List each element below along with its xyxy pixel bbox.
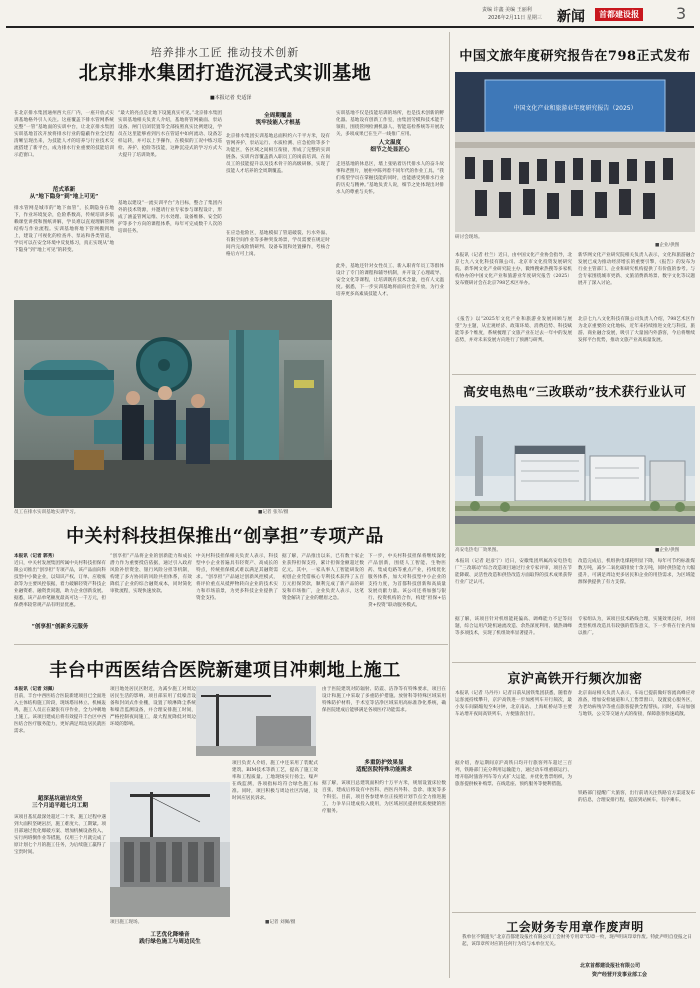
divider-right-column [449, 518, 450, 978]
article5-col4: 据了解，产品推出以来，已有数十家企业获得担保支持，累计担保金额超过数亿元。其中，一家从事人工智能研发的初创企业凭借核心专利技术获得了五百万元担保贷款，顺利完成了新产品的研发和市场推广，企业负责人表示，这笔资金解决了企业的燃眉之急。 [282, 554, 364, 601]
article2-col1-para2: 《报告》以“2025年文化产业和旅游业发展回顾与展望”为主题，从宏观经济、政策环境、消费趋势、科技赋能等多个维度，系统梳理了文旅产业在过去一年中的发展态势，并对未来发展方向进行了预测与研判。 [455, 317, 572, 343]
article6-col2: 项目地处居民区附近，为减少施工对周边居民生活的影响，项目部采用了低噪音设备和封闭式作业棚，设置了喷淋降尘系统和噪音监测设备，并合理安排施工时间，严格控制夜间施工，最大程度降低对周边环境的影响。 [110, 687, 196, 727]
article6-photo-caption: 项目施工现场。 [110, 920, 143, 925]
article3-col2-para1: 改造完成后，机组供电煤耗明显下降，每年可节约标准煤数万吨，减少二氧化碳排放十余万吨，同时供热能力大幅提升，可满足周边更多居民和企业的用热需求，为区域能源保供提供了有力支撑。 [578, 559, 695, 585]
article2-photo-credit: ■企业/供图 [655, 243, 680, 248]
article1-col1-para2: 排水管网是城市的“地下血管”，长期隐身在地下，作业环境复杂，危险系数高，传统培训多依赖课堂讲授和图纸讲解，学员难以直观理解管网结构与作业流程。实训基地将地下管网搬到地上，建设了可视化的检查井、泵站和各类管道，学员可以在安全环境中反复练习，真正实现从“地下隐身”到“地上可见”的转变。 [14, 206, 114, 253]
article2-photo [455, 72, 695, 232]
article1-col2-para1: “最大的亮点是让地下设施真实可见。”北京排水集团实训基地相关负责人介绍，基地将管网截面、泵站设备、闸门启闭装置等全部按照真实比例建设，学员在这里能够看到污水在管道中如何流动、设备怎样运转，并可以上手操作，在模拟的工况中练习巡检、养护、抢险等技能，这种沉浸式的学习方式大大提升了培训效果。 [118, 111, 222, 158]
article2-col2-para1: 新华网文化产业研究院相关负责人表示，文化和旅游融合发展已成为推动经济增长的重要引擎，《报告》的发布为行业主管部门、企业和研究机构提供了有价值的参考。与会专家围绕城市更新、文旅消费新场景、数字文化等议题展开了深入讨论。 [578, 253, 695, 286]
article6-subhead-1: 超深基坑破岩攻坚 三个月追平超七月工期 [32, 796, 88, 809]
article5-col3: 中关村科技担保相关负责人表示，科技型中小企业普遍具有轻资产、高成长的特点，传统担保模式难以满足其融资需求。“创享担”产品通过创新风控模式，将评价重点从抵押物转向企业的技术实力和市场前景，为更多科技企业提供了资金支持。 [196, 554, 278, 601]
article1-kicker: 培养排水工匠 推动技术创新 [150, 46, 300, 59]
article5-byline: 本报讯（记者 郭秀） [14, 554, 57, 559]
masthead-editors: 责编 许鑫 美编 王丽利 [482, 7, 532, 13]
article2-col2-para2: 北京七九八文化科技有限公司负责人介绍，798艺术区作为北京重要的文化地标，近年来持续推进文化与科技、旅游、商业融合发展，吸引了大量国内外游客，今后将继续发挥平台优势，推动文旅产业高质量发展。 [578, 317, 695, 343]
masthead-rule [6, 26, 694, 28]
article5-col2: “创享担”产品将企业的创新能力和成长潜力作为重要授信依据，通过引入政府风险补偿资金、银行风险分担等机制，构建了多方协同的风险共担体系，有效降低了企业的综合融资成本，同时简化审批流程，实现快速放款。 [110, 554, 192, 594]
article5-col1: 近日，中关村发展集团所属中关村科技担保有限公司推出“创享担”专项产品，该产品面向科技型中小微企业，以知识产权、订单、应收账款等为主要风控依据，着力破解轻资产科技企业融资难、融资贵问题，助力企业创新发展。据悉，该产品单笔额度最高可达一千万元，担保费率较常规产品有明显优惠。 [14, 561, 106, 608]
article1-col2-para2: 基地以建设“一流实训平台”为目标，整合了集团内外的技术资源，并邀请行业专家参与课程设计，形成了涵盖管网运维、污水处理、设备维修、安全防护等多个方向的课程体系，每年可完成数千人次的培训任务。 [118, 201, 222, 234]
article2-headline: 中国文旅年度研究报告在798正式发布 [459, 49, 691, 64]
article6-subhead-2: 工艺优化降噪音 践行绿色施工与周边民生 [139, 932, 201, 945]
article3-photo-caption: 高安电热电厂效果图。 [455, 548, 501, 553]
article1-photo [14, 300, 332, 508]
article6-photo [110, 782, 230, 917]
paper-name-badge: 首都建设报 [595, 8, 643, 21]
article6-byline: 本报讯（记者 刘佩） [14, 687, 57, 692]
article1-col3-para1: 北京排水集团实训基地总面积约六千平方米，设有管网养护、泵站运行、水质检测、应急抢险等多个功能区，各区域之间相互衔接，形成了完整的实训链条。实训内容覆盖新入职员工的岗前培训、在岗员工的技能提升以及技术骨干的高级研修，实现了技能人才培养的全周期覆盖。 [226, 134, 330, 174]
article4-col2-para1: 北京南站相关负责人表示，车站已提前做好客流高峰应对准备，增加安检通道和人工售票窗口，设置爱心服务区，为老幼病残孕等重点旅客提供全程帮扶。同时，车站加强与地铁、公交等交通方式的衔接，保障旅客快速疏散。 [578, 691, 695, 717]
article6-col3: 项目负责人介绍，施工中还采用了装配式建筑、BIM技术等新工艺，提高了施工效率和工程质量。工地现场实行扬尘、噪声在线监测，各项指标均符合绿色施工标准。同时，项目积极与周边社区沟通，及时回应居民诉求。 [232, 761, 318, 801]
article6-col1-para2: 该项目基坑最深处超过二十米，施工过程中遇到大面积坚硬岩层，施工难度大、工期紧。项目部通过优化爆破方案、增加机械设备投入、实行两班倒作业等措施，仅用三个月就完成了原计划七个月的施工任务，为后续施工赢得了宝贵时间。 [14, 815, 106, 855]
article1-byline: ■本报记者 史适泽 [210, 95, 252, 101]
page-number: 3 [676, 4, 687, 23]
section-title: 新闻 [557, 9, 585, 25]
article3-headline: 高安电热电“三改联动”技术获行业认可 [463, 384, 687, 399]
notice-title: 工会财务专用章作废声明 [506, 920, 644, 934]
article6-col5: 据了解，该项目总建筑面积约十万平方米，规划设置床位数百张，建成后将设有中医科、西医内外科、急诊、康复等多个科室。目前，项目各参建单位正按照计划节点全力推进施工，力争早日建成投入使用，为区域居民提供优质便捷的医疗服务。 [322, 781, 446, 814]
article6-photo-credit: ■记者 刘佩/摄 [265, 920, 296, 925]
article1-photo-credit: ■记者 张军/摄 [258, 510, 289, 515]
article5-headline: 中关村科技担保推出“创享担”专项产品 [66, 526, 384, 547]
article6-col4: 由于医院建筑对防辐射、防震、洁净等有特殊要求，项目在设计和施工中采取了多重防护措施。放射科等特殊区域采用特殊防护材料，手术室等洁净区域采用高标准净化系统，确保医院建成后能够满足各项医疗功能需求。 [322, 687, 446, 713]
divider-article5 [14, 644, 448, 645]
article6-photo-2 [196, 686, 316, 756]
article1-col3-para2: 在应急抢险区，基地模拟了管道破裂、污水外溢、有限空间作业等多种突发场景，学员需要在规定时间内完成险情研判、设备布置和处置操作，考核合格后方可上岗。 [226, 231, 330, 257]
article1-col4-para2: 走进基地的休息区，墙上张贴着历代排水人的奋斗故事和老照片，展柜中陈列着不同年代的作业工具。“我们希望学员在掌握技能的同时，也能感受到排水行业的历史与精神。”基地负责人说，细节之处体现出对排水人的尊重与关怀。 [336, 162, 444, 195]
article3-col2-para2: 专家组认为，该项目技术路线合理，实施效果良好，对同类型机组改造具有较强的借鉴意义，下一步将在行业内加以推广。 [578, 617, 695, 636]
screen-title: 中国文化产业和旅游业年度研究报告（2025） [513, 105, 637, 112]
article2-photo-caption: 研讨会现场。 [455, 235, 483, 240]
article1-subhead-3: 人文温度 细节之处显匠心 [370, 140, 410, 153]
article6-headline: 丰台中西医结合医院新建项目冲刺地上施工 [49, 660, 401, 681]
notice-body: 我单位不慎遗失“北京首都建设报社有限公司工会财务专用章”印章一枚，现声明该印章作废。特此声明自登报之日起，该印章所对应的任何行为均与本单位无关。 [462, 935, 692, 947]
article4-col1-para1: 本报讯（记者 马丹丹）记者日前从国铁集团获悉，随着春运客流持续攀升，京沪高铁进一步加密列车开行频次，最小发车间隔缩短至4分钟，北京南站、上海虹桥站等主要车站增开夜间高铁列车，方便旅客出行。 [455, 691, 572, 717]
article6-col1-para1: 目前，丰台中西医结合医院新建项目已全面进入主体结构施工阶段，现场塔吊林立、机械轰鸣，施工人员正在紧张有序作业，全力冲刺地上施工。该项目建成后将有效提升丰台区中西医结合医疗服务能力，更好满足周边居民就医需求。 [14, 694, 106, 734]
article1-subhead-2: 全周期覆盖 筑牢技能人才根基 [255, 113, 301, 126]
article4-col2-para2: 铁路部门提醒广大旅客，出行前请关注铁路官方渠道发布的信息，合理安排行程，提前到站候车，有序乘车。 [578, 791, 695, 803]
article4-col1-para2: 据介绍，春运期间京沪高铁日均开行旅客列车超过三百列，铁路部门充分利用运输能力，通过动车组重联运行、增开临时旅客列车等方式扩大运能，并优化售票组织，为旅客提供候补购票、在线选座、预约服务等便利措施。 [455, 761, 572, 787]
notice-signature-2: 资产经营开发事业部工会 [592, 972, 648, 978]
article4-headline: 京沪高铁开行频次加密 [507, 672, 643, 687]
article1-col4-para3: 此外，基地还针对女性员工、新入职青年员工等群体设计了专门的课程和辅导机制，并开设了心理疏导、安全文化等课程，让培训既有技术含量，也有人文温度。据悉，下一步实训基地将面向社会开放，为行业培养更多高素质技能人才。 [336, 264, 444, 297]
article5-col5: 下一步，中关村科技担保将继续深化产品创新，围绕人工智能、生物医药、集成电路等重点产业，持续优化服务体系，加大对科技型中小企业的支持力度，为首都科技创新和高质量发展贡献力量。该公司还将加强与银行、投资机构的合作，构建“担保+信贷+投资”联动服务模式。 [368, 554, 446, 608]
divider-article1 [449, 32, 450, 518]
article1-subhead-1: 范式革新 从“地下隐身”到“地上可见” [29, 187, 99, 200]
article1-col4-para1: 实训基地不仅是技能培训的场所，也是技术创新的孵化器。基地设有创新工作室，由集团劳模和技术能手领衔，围绕管网检测机器人、智能巡检系统等开展攻关，多项成果已在生产一线推广应用。 [336, 111, 444, 137]
article3-col1-para2: 据了解，该项目针对机组能耗偏高、调峰能力不足等问题，综合运用汽轮机通流改造、余热深度利用、储热调峰等多项技术，实现了机组效率显著提升。 [455, 617, 572, 636]
masthead-date: 2026年2月11日 星期三 [488, 15, 542, 21]
divider-article4 [452, 912, 696, 913]
article1-headline: 北京排水集团打造沉浸式实训基地 [78, 62, 372, 84]
article3-photo [455, 406, 695, 546]
notice-signature-1: 北京首都建设报社有限公司 [580, 963, 641, 969]
divider-article2 [452, 374, 696, 375]
article3-photo-credit: ■企业/供图 [655, 548, 680, 553]
article1-photo-caption: 员工在排水实训基地实训学习。 [14, 510, 79, 515]
article2-col1-para1: 本报讯（记者 杜兰）近日，由中国文化产业协会指导，北京七九八文化科技有限公司、北京市文化投资发展研究院、新华网文化产业研究院主办，微博搜索热搜等多家机构协办的中国文化产业和旅游业年度研究报告（2025）发布暨研讨会在北京798艺术区举办。 [455, 253, 572, 286]
article6-subhead-3: 多重防护效果显 适配医院特殊功能需求 [356, 760, 412, 773]
divider-article3 [452, 662, 696, 663]
article3-col1-para1: 本报讯（记者 赵彦宁）近日，安徽集团所属高安电热电厂“三改联动”综合改造项目通过行业专家评审，项目在节能降碳、灵活性改造和供热改造方面取得的技术成果获得行业广泛认可。 [455, 559, 572, 585]
article5-subhead-1: “创享担”创新多元服务 [31, 624, 89, 630]
article1-col1-para1: 在北京排水集团通州西大庄厂内，一座开放式实训基地格外引人关注。这座覆盖下排水管网系统完整“一管”基地面的实训中台，让北京排水集团实训基地首次开放将排水行业的隐蔽作业全过程清晰呈现出来，为技能人才的培养与行业技术交流搭建了新平台，成为排水行业重要的技能培训示范窗口。 [14, 111, 114, 158]
